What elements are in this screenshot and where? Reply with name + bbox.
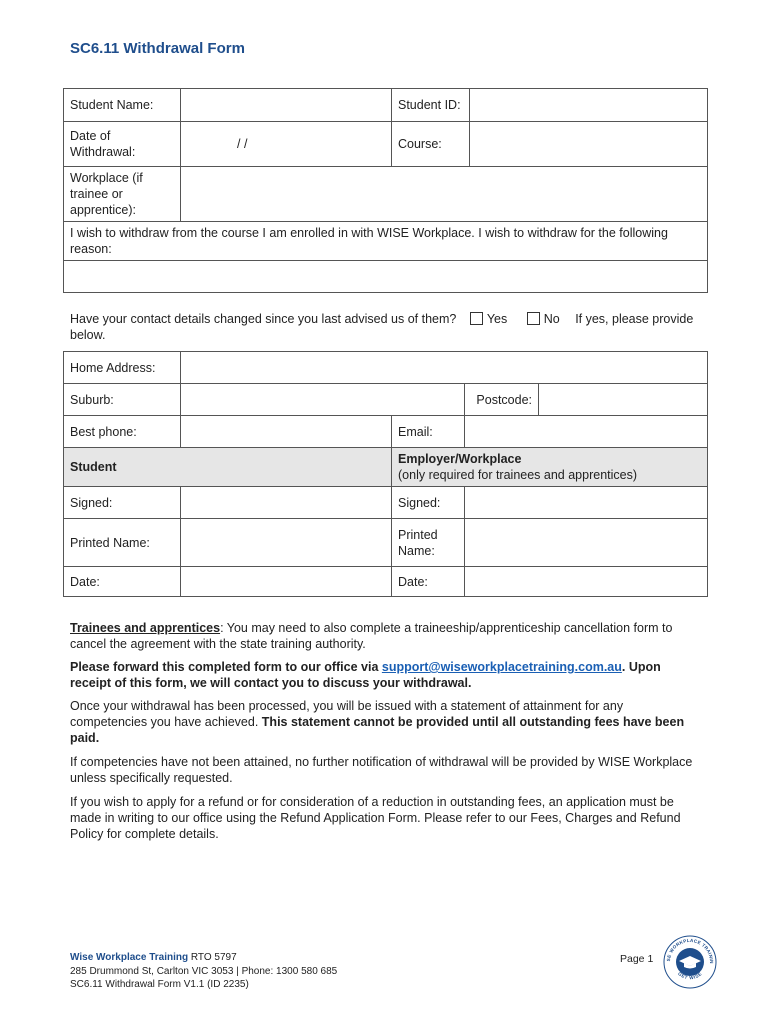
employer-header: Employer/Workplace	[398, 452, 522, 466]
workplace-label: Workplace (if trainee or apprentice):	[64, 167, 181, 222]
wise-workplace-logo-icon	[662, 934, 718, 990]
footer-form-id: SC6.11 Withdrawal Form V1.1 (ID 2235)	[70, 979, 249, 990]
date-of-withdrawal-field[interactable]: / /	[181, 122, 392, 167]
contact-question-text: Have your contact details changed since you last advised us of them?	[70, 312, 457, 326]
student-name-label: Student Name:	[64, 89, 181, 122]
date-of-withdrawal-label: Date of Withdrawal:	[64, 122, 181, 167]
withdraw-reason-text: I wish to withdraw from the course I am enrolled in with WISE Workplace. I wish to withdraw for the following reason:	[64, 222, 708, 261]
employer-signed-label: Signed:	[392, 487, 465, 519]
student-printed-name-label: Printed Name:	[64, 519, 181, 567]
logo-text-top: SE WORKPLACE TRAININ	[665, 937, 715, 964]
trainees-heading: Trainees and apprentices	[70, 621, 221, 635]
suburb-field[interactable]	[181, 384, 465, 416]
footer-rto: RTO 5797	[188, 952, 237, 963]
employer-header-cell	[392, 448, 708, 487]
forward-text-1: Please forward this completed form to our office via	[70, 660, 382, 674]
email-label: Email:	[392, 416, 465, 448]
logo-text-bottom: GET WISE	[677, 971, 703, 981]
footer-org: Wise Workplace Training	[70, 952, 189, 963]
employer-note: (only required for trainees and apprentices)	[398, 468, 638, 482]
forward-note	[70, 659, 702, 691]
suburb-label: Suburb:	[64, 384, 181, 416]
employer-date-label: Date:	[392, 567, 465, 597]
workplace-field[interactable]	[181, 167, 708, 222]
email-field[interactable]	[465, 416, 708, 448]
processed-bold: This statement cannot be provided until all outstanding fees have been paid.	[70, 715, 685, 745]
employer-printed-name-field[interactable]	[465, 519, 708, 567]
contact-question-tail: If yes, please provide below.	[70, 312, 694, 342]
student-details-table	[63, 88, 708, 293]
forward-text-2: . Upon receipt of this form, we will contact you to discuss your withdrawal.	[70, 660, 661, 690]
employer-printed-name-label: Printed Name:	[392, 519, 465, 567]
yes-label: Yes	[486, 312, 508, 326]
support-email-link[interactable]: support@wiseworkplacetraining.com.au	[381, 660, 622, 674]
yes-checkbox[interactable]	[470, 312, 483, 325]
course-label: Course:	[392, 122, 470, 167]
best-phone-field[interactable]	[181, 416, 392, 448]
processed-note	[70, 698, 702, 746]
competencies-note: If competencies have not been attained, no further notification of withdrawal will be provided by WISE Workplace unless specifically requested.	[70, 755, 693, 785]
no-checkbox[interactable]	[527, 312, 540, 325]
student-header: Student	[64, 448, 392, 487]
postcode-field[interactable]	[539, 384, 708, 416]
withdraw-reason-field[interactable]	[64, 261, 708, 293]
footer	[70, 951, 337, 992]
home-address-label: Home Address:	[64, 352, 181, 384]
best-phone-label: Best phone:	[64, 416, 181, 448]
student-date-label: Date:	[64, 567, 181, 597]
student-signed-label: Signed:	[64, 487, 181, 519]
home-address-field[interactable]	[181, 352, 708, 384]
course-field[interactable]	[470, 122, 708, 167]
processed-text: Once your withdrawal has been processed, you will be issued with a statement of attainment for any competencies you have achieved.	[70, 699, 624, 729]
student-date-field[interactable]	[181, 567, 392, 597]
trainees-note	[70, 620, 702, 652]
footer-address: 285 Drummond St, Carlton VIC 3053 | Phone: 1300 580 685	[70, 965, 338, 977]
student-id-field[interactable]	[470, 89, 708, 122]
student-id-label: Student ID:	[392, 89, 470, 122]
student-name-field[interactable]	[181, 89, 392, 122]
postcode-label: Postcode:	[465, 384, 539, 416]
footer-org-line	[70, 951, 337, 965]
employer-date-field[interactable]	[465, 567, 708, 597]
trainees-text: : You may need to also complete a traineeship/apprenticeship cancellation form to cancel the agreement with the state training authority.	[70, 621, 673, 651]
employer-signed-field[interactable]	[465, 487, 708, 519]
student-signed-field[interactable]	[181, 487, 392, 519]
contact-question	[70, 311, 710, 343]
refund-note: If you wish to apply for a refund or for consideration of a reduction in outstanding fees, an application must be made in writing to our office using the Refund Application Form. Please refer to our Fees, Charges and Refund Policy for complete details.	[70, 795, 681, 841]
page-title: SC6.11 Withdrawal Form	[70, 40, 245, 57]
contact-details-table	[63, 351, 708, 597]
no-label: No	[543, 312, 560, 326]
page-number: Page 1	[620, 953, 654, 965]
student-printed-name-field[interactable]	[181, 519, 392, 567]
